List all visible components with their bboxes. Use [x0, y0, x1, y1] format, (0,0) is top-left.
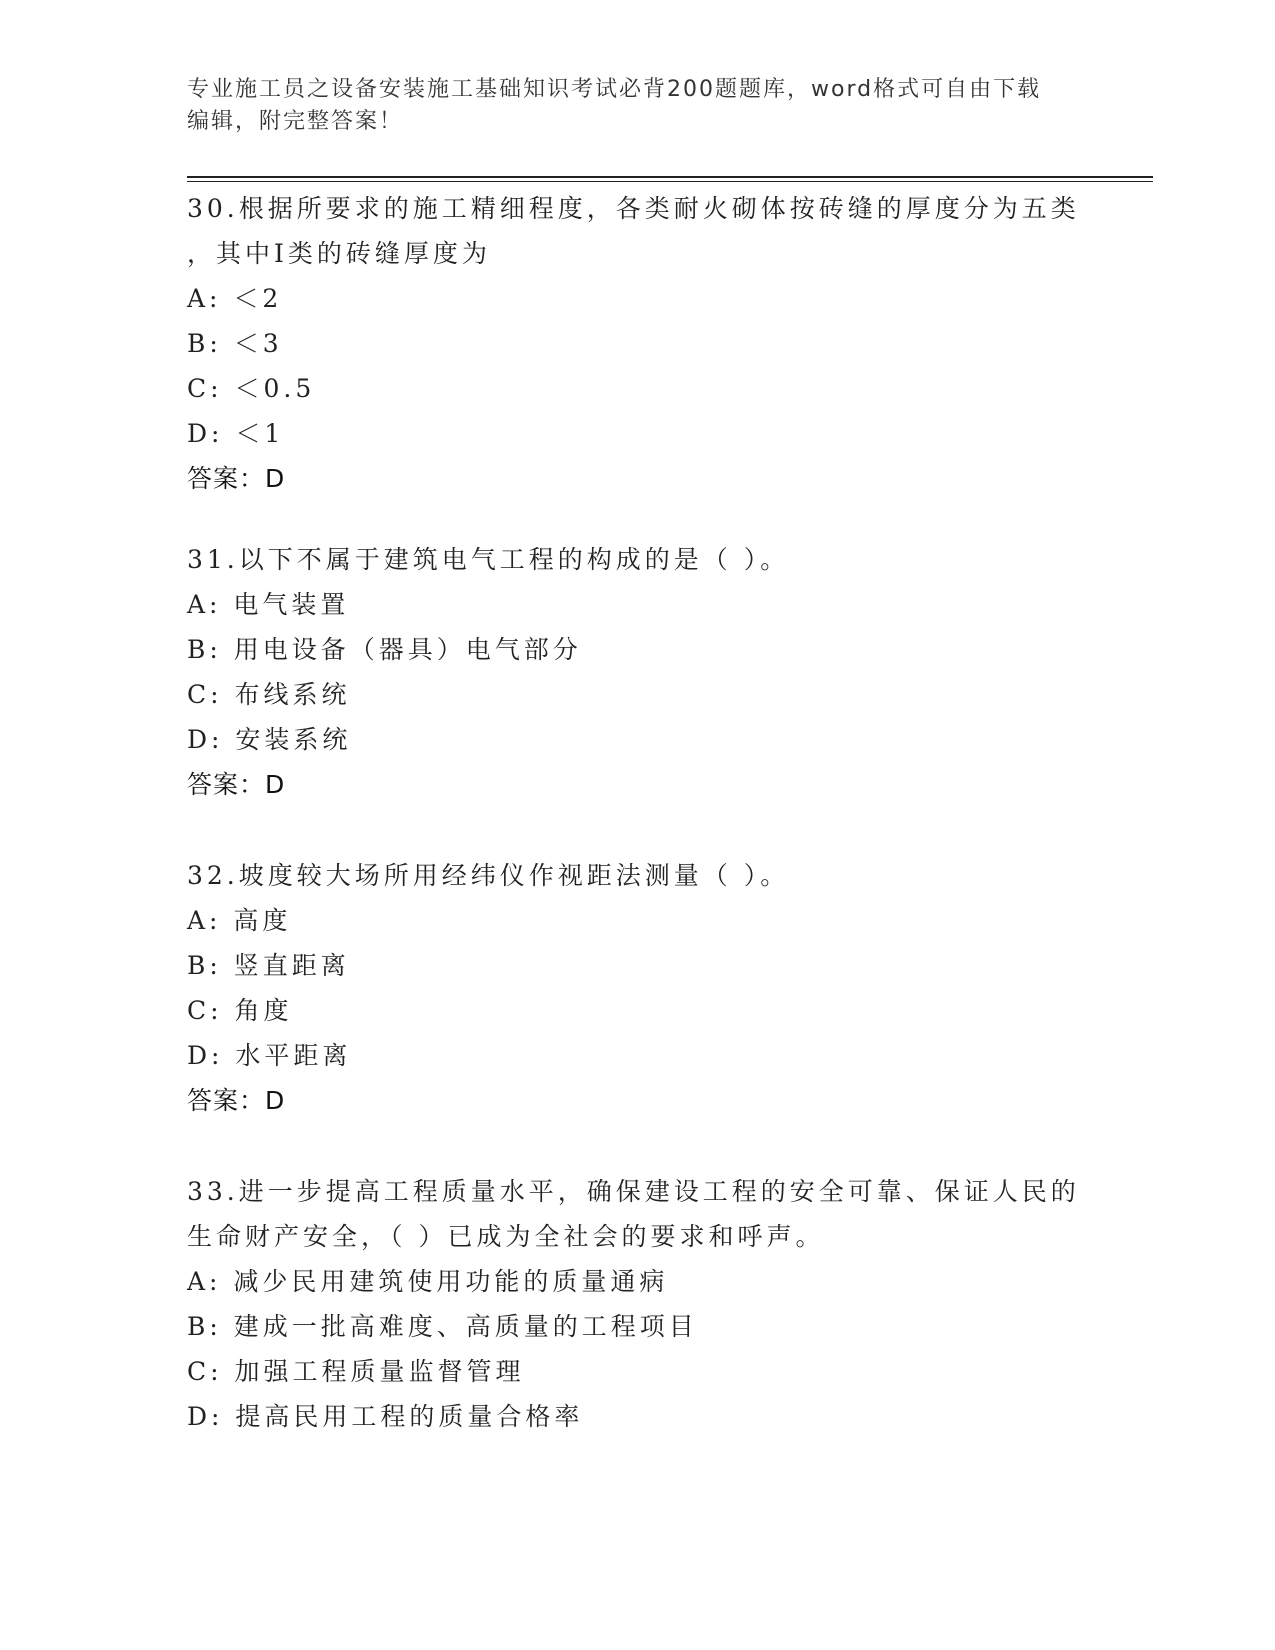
option-d: D: ＜1	[187, 419, 285, 448]
header-line-1: 专业施工员之设备安装施工基础知识考试必背200题题库，word格式可自由下载	[187, 77, 1042, 102]
question-stem-line: 30.根据所要求的施工精细程度，各类耐火砌体按砖缝的厚度分为五类	[187, 194, 1080, 223]
question-31	[187, 537, 1087, 807]
option-a: A: ＜2	[187, 284, 283, 313]
question-stem-line: ，其中Ⅰ类的砖缝厚度为	[187, 239, 491, 268]
question-stem-line: 32.坡度较大场所用经纬仪作视距法测量（ ）。	[187, 861, 790, 890]
option-b: B: 竖直距离	[187, 951, 350, 980]
header-divider-thick	[187, 176, 1153, 178]
option-d: D: 水平距离	[187, 1041, 352, 1070]
option-c: C: ＜0.5	[187, 374, 316, 403]
option-c: C: 角度	[187, 996, 293, 1025]
option-c: C: 加强工程质量监督管理	[187, 1357, 525, 1386]
answer-label: 答案：D	[187, 770, 286, 799]
option-b: B: 用电设备（器具）电气部分	[187, 635, 582, 664]
question-33	[187, 1169, 1087, 1439]
option-d: D: 提高民用工程的质量合格率	[187, 1402, 584, 1431]
answer-label: 答案：D	[187, 464, 286, 493]
question-stem-line: 31.以下不属于建筑电气工程的构成的是（ ）。	[187, 545, 790, 574]
option-a: A: 高度	[187, 906, 292, 935]
question-stem-line: 生命财产安全，（ ）已成为全社会的要求和呼声。	[187, 1222, 825, 1251]
option-a: A: 电气装置	[187, 590, 350, 619]
option-b: B: ＜3	[187, 329, 283, 358]
question-30	[187, 186, 1087, 501]
answer-label: 答案：D	[187, 1086, 286, 1115]
question-32	[187, 853, 1087, 1123]
option-d: D: 安装系统	[187, 725, 352, 754]
header-line-2: 编辑，附完整答案！	[187, 109, 404, 134]
option-b: B: 建成一批高难度、高质量的工程项目	[187, 1312, 698, 1341]
question-stem-line: 33.进一步提高工程质量水平，确保建设工程的安全可靠、保证人民的	[187, 1177, 1080, 1206]
header-divider-thin	[187, 181, 1153, 182]
option-c: C: 布线系统	[187, 680, 351, 709]
option-a: A: 减少民用建筑使用功能的质量通病	[187, 1267, 669, 1296]
document-header	[187, 74, 1087, 138]
